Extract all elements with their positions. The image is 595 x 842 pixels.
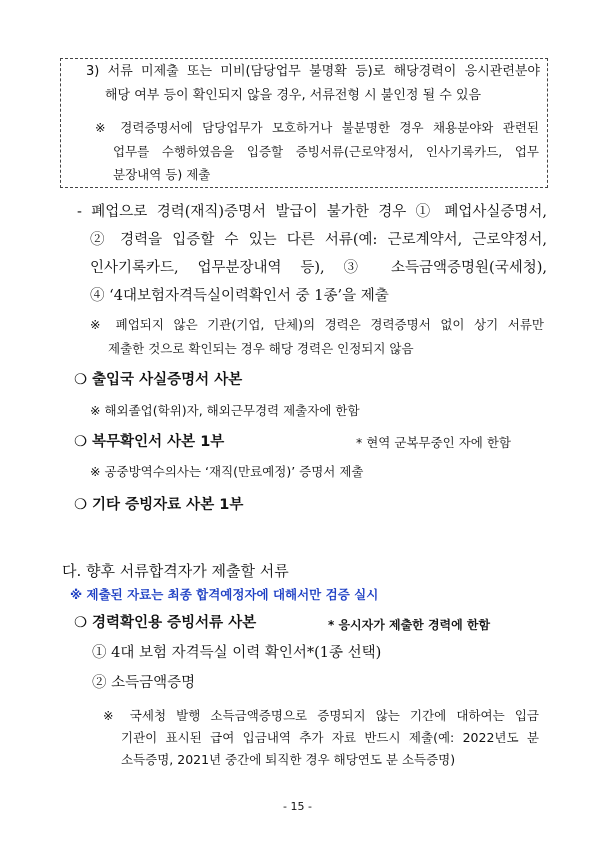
closed-business-note: ※ 폐업되지 않은 기관(기업, 단체)의 경력은 경력증명서 없이 상기 서류만 xyxy=(90,317,544,332)
closed-business-line: ② 경력을 입증할 수 있는 다른 서류(예: 근로계약서, 근로약정서, xyxy=(90,232,547,248)
item-note: ※ 해외졸업(학위)자, 해외근무경력 제출자에 한함 xyxy=(90,403,360,418)
section-title: 다. 향후 서류합격자가 제출할 서류 xyxy=(62,562,289,580)
page-number: - 15 - xyxy=(283,800,312,813)
section-option: ② 소득금액증명 xyxy=(92,675,196,691)
item-title: ❍ 출입국 사실증명서 사본 xyxy=(74,372,243,388)
item-note: ※ 공중방역수의사는 ‘재직(만료예정)’ 증명서 제출 xyxy=(90,464,364,479)
section-note: 기관이 표시된 급여 입금내역 추가 자료 반드시 제출(예: 2022년도 분 xyxy=(121,730,539,745)
section-notice: ※ 제출된 자료는 최종 합격예정자에 대해서만 검증 실시 xyxy=(70,587,379,602)
section-item-title: ❍ 경력확인용 증빙서류 사본 xyxy=(74,615,257,631)
section-option: ① 4대 보험 자격득실 이력 확인서*(1종 선택) xyxy=(92,645,382,661)
boxed-note-line: 업무를 수행하였음을 입증할 증빙서류(근로약정서, 인사기록카드, 업무 xyxy=(113,144,539,159)
boxed-note-line: 해당 여부 등이 확인되지 않을 경우, 서류전형 시 불인정 될 수 있음 xyxy=(105,88,482,103)
section-note: 소득증명, 2021년 중간에 퇴직한 경우 해당연도 분 소득증명) xyxy=(121,752,456,767)
closed-business-line: - 폐업으로 경력(재직)증명서 발급이 불가한 경우 ① 폐업사실증명서, xyxy=(77,204,547,220)
item-aside: * 현역 군복무중인 자에 한함 xyxy=(356,435,511,450)
boxed-note-line: 3) 서류 미제출 또는 미비(담당업무 불명확 등)로 해당경력이 응시관련분야 xyxy=(86,64,540,79)
item-title: ❍ 기타 증빙자료 사본 1부 xyxy=(74,497,244,513)
section-note: ※ 국세청 발행 소득금액증명으로 증명되지 않는 기간에 대하여는 입금 xyxy=(103,708,539,723)
closed-business-line: ④ ‘4대보험자격득실이력확인서 중 1종’을 제출 xyxy=(90,288,389,304)
closed-business-note: 제출한 것으로 확인되는 경우 해당 경력은 인정되지 않음 xyxy=(108,341,414,356)
section-item-aside: * 응시자가 제출한 경력에 한함 xyxy=(328,618,491,632)
item-title: ❍ 복무확인서 사본 1부 xyxy=(74,434,225,450)
closed-business-line: 인사기록카드, 업무분장내역 등), ③ 소득금액증명원(국세청), xyxy=(90,260,547,276)
boxed-note-line: 분장내역 등) 제출 xyxy=(113,167,211,182)
boxed-note-line: ※ 경력증명서에 담당업무가 모호하거나 불분명한 경우 채용분야와 관련된 xyxy=(95,120,539,135)
